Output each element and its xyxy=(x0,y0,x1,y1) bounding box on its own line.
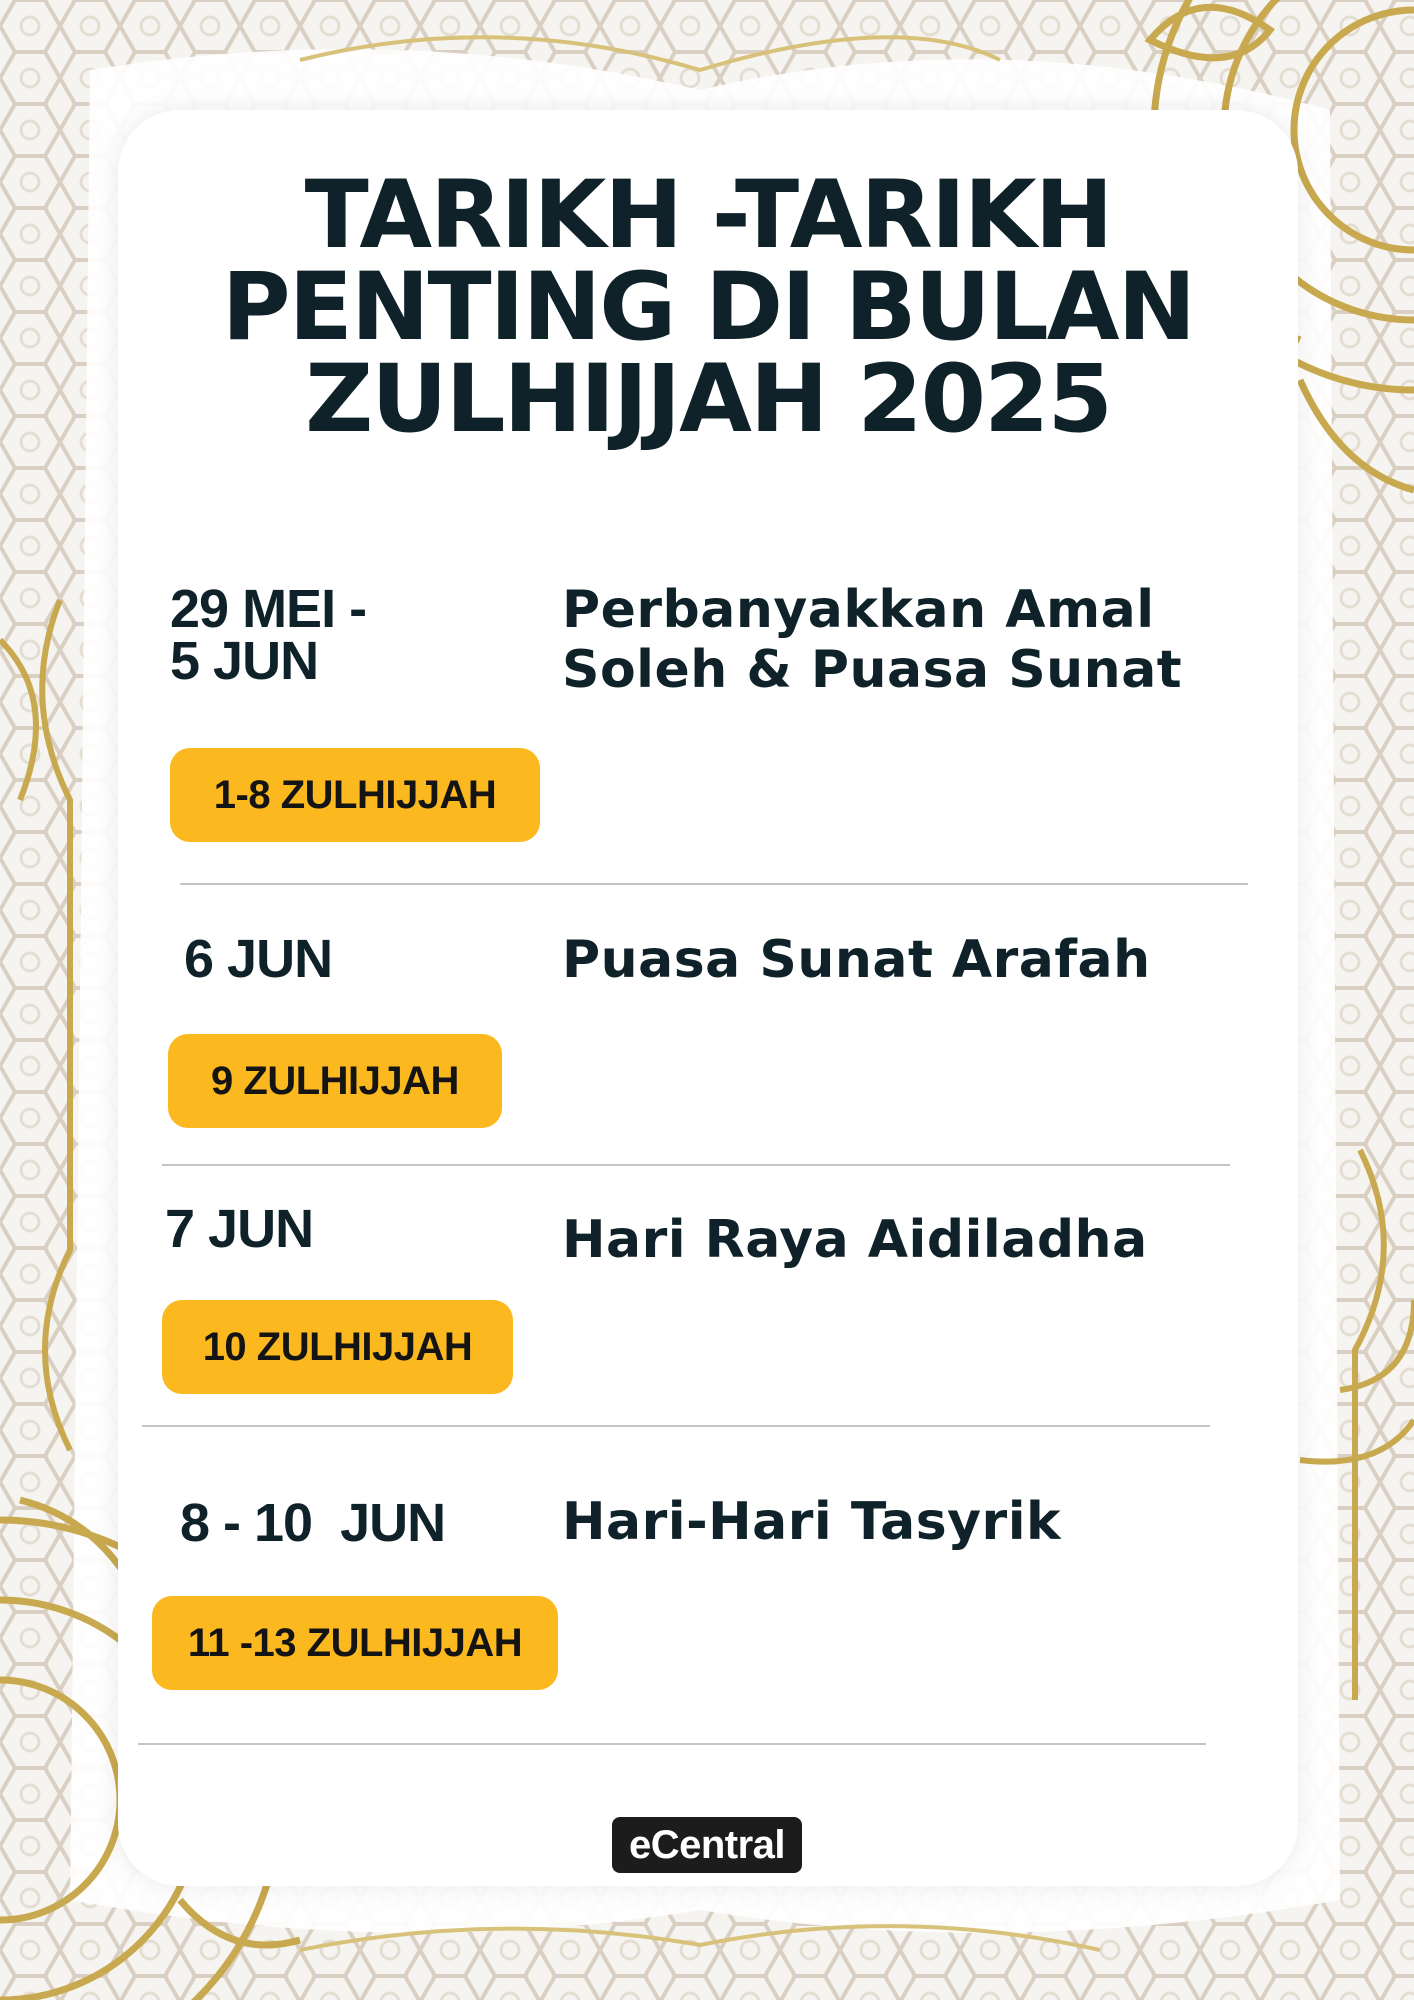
event-name-line: Hari Raya Aidiladha xyxy=(562,1210,1148,1270)
event-date xyxy=(165,1199,314,1259)
event-date-line: 29 MEI - xyxy=(170,579,367,639)
section-divider xyxy=(162,1164,1230,1166)
event-date-line: 6 JUN xyxy=(184,929,333,989)
hijri-date-badge: 9 ZULHIJJAH xyxy=(168,1034,502,1128)
event-date xyxy=(184,929,333,989)
event-date-line: 7 JUN xyxy=(165,1199,314,1259)
section-divider xyxy=(180,883,1248,885)
section-divider xyxy=(138,1743,1206,1745)
title-line-2: PENTING DI BULAN xyxy=(221,253,1195,362)
event-name-line: Perbanyakkan Amal xyxy=(562,580,1155,640)
title-line-3: ZULHIJJAH 2025 xyxy=(305,345,1111,454)
title-line-1: TARIKH -TARIKH xyxy=(304,161,1112,270)
event-name xyxy=(562,1492,1061,1552)
hijri-date-badge: 1-8 ZULHIJJAH xyxy=(170,748,540,842)
event-name xyxy=(562,580,1182,700)
event-name-line: Soleh & Puasa Sunat xyxy=(562,640,1183,700)
event-name-line: Hari-Hari Tasyrik xyxy=(562,1492,1062,1552)
hijri-date-badge: 11 -13 ZULHIJJAH xyxy=(152,1596,558,1690)
event-date-line: 5 JUN xyxy=(170,631,319,691)
event-name xyxy=(562,1210,1148,1270)
ecentral-logo: eCentral xyxy=(612,1817,802,1873)
event-name xyxy=(562,930,1151,990)
hijri-date-badge: 10 ZULHIJJAH xyxy=(162,1300,513,1394)
event-date-line: 8 - 10 JUN xyxy=(180,1493,446,1553)
event-name-line: Puasa Sunat Arafah xyxy=(562,930,1151,990)
event-date xyxy=(180,1493,446,1553)
section-divider xyxy=(142,1425,1210,1427)
event-date xyxy=(170,579,367,691)
page-title xyxy=(118,161,1298,454)
